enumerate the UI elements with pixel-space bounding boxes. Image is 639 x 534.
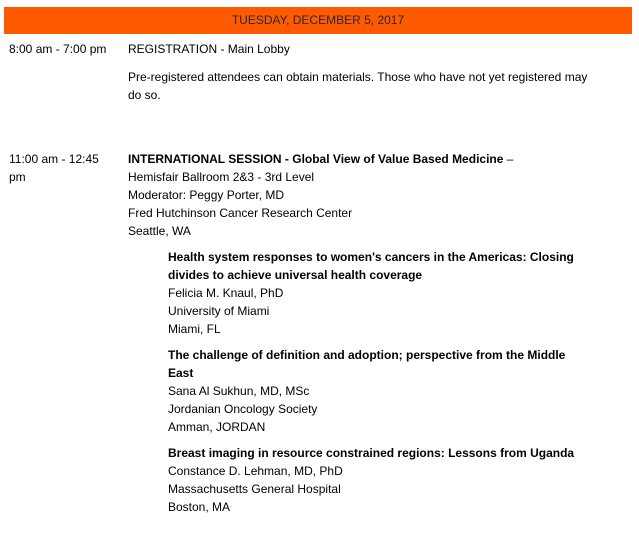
talk-speaker: Sana Al Sukhun, MD, MSc [168,384,310,398]
day-header-date: TUESDAY, DECEMBER 5, 2017 [231,13,405,27]
registration-time: 8:00 am - 7:00 pm [9,42,107,56]
session-time: 11:00 am - 12:45 pm [9,152,99,184]
talk-item [168,248,588,338]
session-title-line [128,150,598,168]
session-moderator: Moderator: Peggy Porter, MD [128,188,285,202]
session-block [128,150,598,240]
session-location: Hemisfair Ballroom 2&3 - 3rd Level [128,170,315,184]
day-header [4,7,632,34]
talk-institution: Massachusetts General Hospital [168,482,341,496]
talk-institution: Jordanian Oncology Society [168,402,318,416]
talk-city: Amman, JORDAN [168,420,266,434]
talk-title: Breast imaging in resource constrained regions: Lessons from Uganda [168,446,575,460]
talk-speaker: Constance D. Lehman, MD, PhD [168,464,343,478]
talk-list [168,248,588,524]
session-title: INTERNATIONAL SESSION - Global View of Value Based Medicine [128,152,504,166]
talk-title: The challenge of definition and adoption; perspective from the Middle East [168,348,566,380]
talk-institution: University of Miami [168,304,270,318]
session-moderator-institution: Fred Hutchinson Cancer Research Center [128,206,353,220]
registration-block [128,40,598,104]
registration-title: REGISTRATION - Main Lobby [128,42,290,56]
talk-speaker: Felicia M. Knaul, PhD [168,286,284,300]
talk-city: Boston, MA [168,500,231,514]
talk-item [168,444,588,516]
session-moderator-city: Seattle, WA [128,224,191,238]
session-title-suffix: – [503,152,514,166]
registration-note: Pre-registered attendees can obtain materials. Those who have not yet registered may do so. [128,70,588,102]
talk-city: Miami, FL [168,322,221,336]
talk-item [168,346,588,436]
talk-title: Health system responses to women's cancers in the Americas: Closing divides to achieve universal health coverage [168,250,574,282]
